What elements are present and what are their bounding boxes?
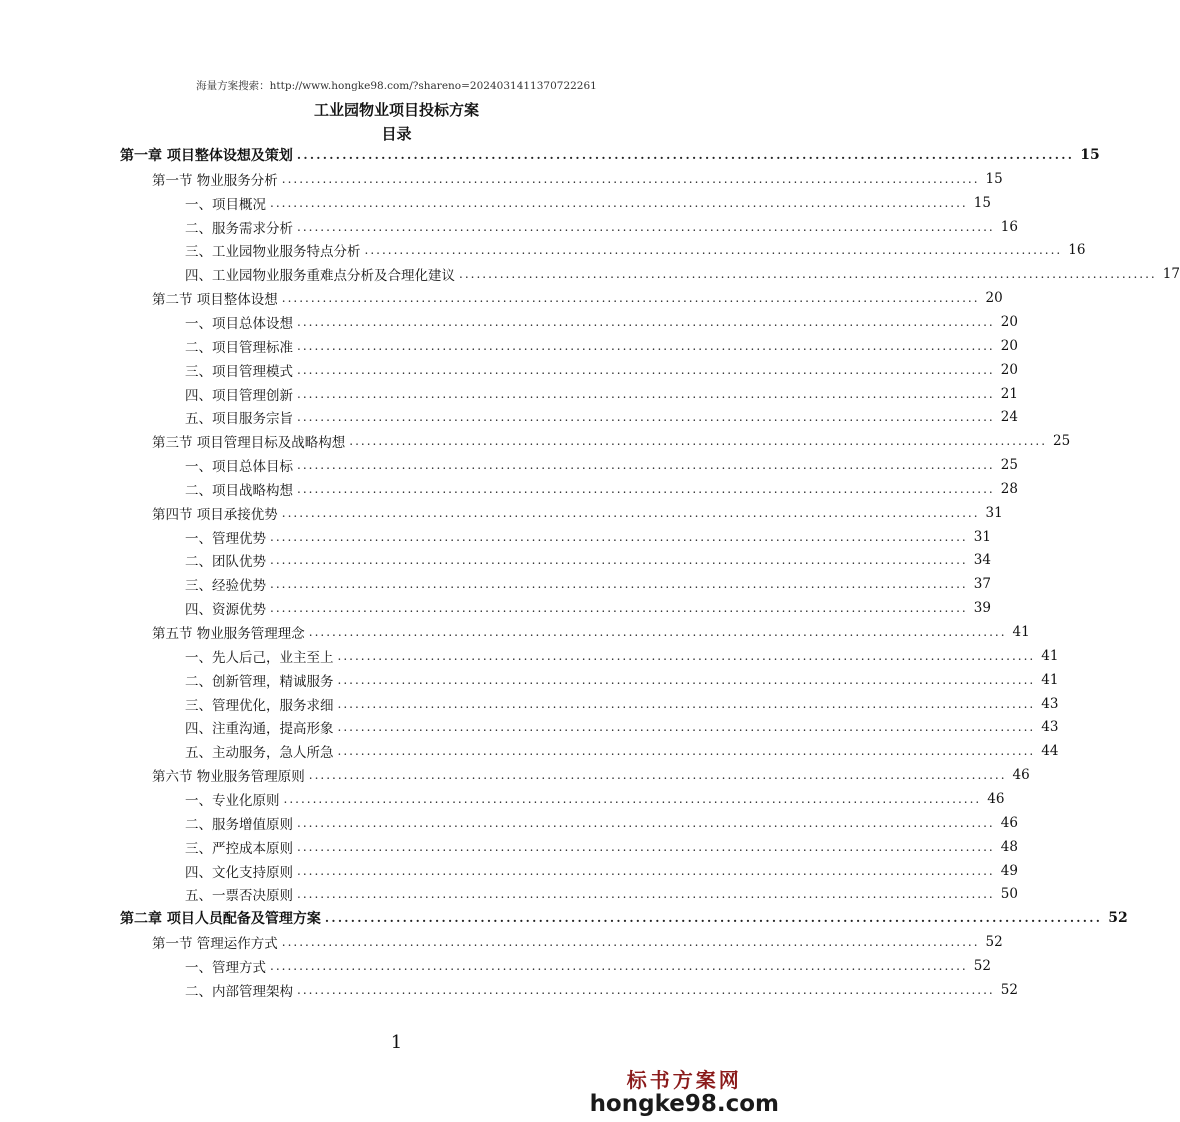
- toc-entry-page: 16: [1000, 218, 1018, 235]
- toc-entry-page: 44: [1041, 743, 1059, 760]
- toc-entry-item[interactable]: [185, 670, 1059, 690]
- toc-entry-item[interactable]: [185, 837, 1018, 857]
- toc-entry-label: 二、团队优势: [185, 554, 266, 571]
- toc-entry-page: 43: [1041, 719, 1059, 736]
- toc-entry-label: 二、内部管理架构: [185, 983, 293, 1000]
- toc-entry-label: 一、专业化原则: [185, 792, 280, 809]
- document-title: 工业园物业项目投标方案: [313, 101, 479, 119]
- toc-entry-label: 五、一票否决原则: [185, 888, 293, 905]
- toc-entry-label: 第一节 管理运作方式: [152, 936, 278, 953]
- toc-entry-label: 三、工业园物业服务特点分析: [185, 244, 361, 261]
- toc-entry-label: 二、创新管理，精诚服务: [185, 673, 334, 690]
- toc-entry-label: 二、服务需求分析: [185, 220, 293, 237]
- toc-entry-page: 17: [1162, 266, 1180, 283]
- header-url: 海量方案搜索：http://www.hongke98.com/?shareno=2024031411370722261: [196, 80, 597, 92]
- toc-entry-item[interactable]: [185, 217, 1018, 237]
- toc-entry-chapter[interactable]: [120, 145, 1100, 165]
- toc-entry-section[interactable]: [152, 765, 1030, 786]
- toc-entry-page: 15: [973, 194, 991, 211]
- toc-entry-label: 二、项目管理标准: [185, 339, 293, 356]
- toc-entry-label: 一、项目总体设想: [185, 315, 293, 332]
- toc-entry-label: 三、严控成本原则: [185, 840, 293, 857]
- toc-entry-page: 46: [1000, 814, 1018, 831]
- toc-entry-page: 46: [987, 790, 1005, 807]
- toc-entry-label: 四、项目管理创新: [185, 387, 293, 404]
- toc-leader-dots: ........................................................................................................................: [297, 863, 995, 878]
- watermark-logo: [590, 1064, 779, 1116]
- toc-entry-page: 21: [1000, 385, 1018, 402]
- toc-leader-dots: ........................................................................................................................: [297, 219, 995, 234]
- toc-entry-page: 52: [1108, 910, 1128, 927]
- toc-entry-section[interactable]: [152, 288, 1003, 309]
- toc-entry-page: 46: [1012, 767, 1030, 784]
- toc-leader-dots: ........................................................................................................................: [281, 935, 980, 950]
- toc-leader-dots: ........................................................................................................................: [281, 291, 980, 306]
- toc-entry-label: 一、项目总体目标: [185, 459, 293, 476]
- toc-entry-item[interactable]: [185, 360, 1018, 380]
- toc-leader-dots: ........................................................................................................................: [270, 958, 968, 973]
- toc-entry-page: 24: [1000, 409, 1018, 426]
- toc-entry-label: 第二章 项目人员配备及管理方案: [120, 911, 321, 928]
- toc-leader-dots: ........................................................................................................................: [270, 577, 968, 592]
- toc-leader-dots: ........................................................................................................................: [297, 481, 995, 496]
- toc-entry-label: 一、管理方式: [185, 959, 266, 976]
- toc-entry-item[interactable]: [185, 741, 1059, 762]
- toc-leader-dots: ........................................................................................................................: [349, 434, 1048, 449]
- toc-entry-page: 20: [985, 290, 1003, 307]
- toc-entry-page: 25: [1053, 433, 1071, 450]
- toc-leader-dots: ........................................................................................................................: [281, 171, 980, 186]
- toc-entry-page: 52: [985, 934, 1003, 951]
- toc-leader-dots: ........................................................................................................................: [297, 362, 995, 377]
- toc-entry-page: 41: [1041, 671, 1059, 688]
- toc-leader-dots: ........................................................................................................................: [296, 148, 1075, 162]
- toc-leader-dots: ........................................................................................................................: [297, 839, 995, 854]
- toc-entry-page: 20: [1000, 361, 1018, 378]
- toc-entry-item[interactable]: [185, 264, 1180, 285]
- toc-entry-section[interactable]: [152, 503, 1003, 523]
- toc-entry-label: 三、项目管理模式: [185, 363, 293, 380]
- toc-entry-label: 第四节 项目承接优势: [152, 506, 278, 523]
- toc-entry-label: 四、注重沟通，提高形象: [185, 721, 334, 738]
- toc-entry-item[interactable]: [185, 884, 1018, 905]
- toc-entry-page: 20: [1000, 313, 1018, 330]
- toc-entry-page: 20: [1000, 337, 1018, 354]
- toc-leader-dots: ........................................................................................................................: [270, 553, 968, 568]
- toc-entry-page: 52: [973, 957, 991, 974]
- toc-leader-dots: ........................................................................................................................: [337, 720, 1036, 735]
- page-number: 1: [390, 1032, 403, 1053]
- toc-entry-section[interactable]: [152, 169, 1003, 189]
- toc-entry-item[interactable]: [185, 384, 1018, 404]
- toc-entry-item[interactable]: [185, 574, 991, 595]
- toc-entry-item[interactable]: [185, 550, 991, 571]
- toc-entry-item[interactable]: [185, 527, 991, 547]
- toc-leader-dots: ........................................................................................................................: [324, 911, 1103, 926]
- toc-entry-page: 52: [1000, 981, 1018, 998]
- toc-entry-label: 第一章 项目整体设想及策划: [120, 148, 293, 164]
- toc-entry-page: 31: [985, 504, 1003, 521]
- toc-entry-label: 四、文化支持原则: [185, 864, 293, 881]
- watermark-cn: 标书方案网: [626, 1068, 742, 1092]
- toc-entry-item[interactable]: [185, 407, 1018, 428]
- toc-entry-label: 三、经验优势: [185, 578, 266, 595]
- toc-entry-page: 41: [1012, 624, 1030, 640]
- toc-entry-item[interactable]: [185, 240, 1086, 261]
- toc-entry-section[interactable]: [152, 431, 1071, 452]
- toc-leader-dots: ........................................................................................................................: [270, 601, 968, 616]
- toc-entry-item[interactable]: [185, 956, 991, 976]
- toc-entry-item[interactable]: [185, 789, 1005, 809]
- toc-leader-dots: ........................................................................................................................: [297, 314, 995, 329]
- toc-entry-label: 一、项目概况: [185, 196, 266, 213]
- toc-entry-page: 31: [973, 528, 991, 545]
- toc-entry-item[interactable]: [185, 336, 1018, 356]
- toc-leader-dots: ........................................................................................................................: [308, 625, 1007, 639]
- toc-leader-dots: ........................................................................................................................: [297, 815, 995, 830]
- toc-entry-label: 五、项目服务宗旨: [185, 411, 293, 428]
- toc-entry-label: 四、工业园物业服务重难点分析及合理化建议: [185, 268, 455, 285]
- toc-entry-item[interactable]: [185, 813, 1018, 833]
- toc-entry-page: 49: [1000, 862, 1018, 879]
- toc-entry-page: 34: [973, 552, 991, 569]
- toc-entry-item[interactable]: [185, 694, 1059, 714]
- toc-leader-dots: ........................................................................................................................: [337, 696, 1036, 711]
- toc-leader-dots: ........................................................................................................................: [337, 744, 1036, 759]
- watermark-en: hongke98.com: [589, 1091, 779, 1117]
- toc-leader-dots: ........................................................................................................................: [337, 672, 1036, 687]
- toc-entry-page: 41: [1041, 647, 1059, 664]
- toc-entry-label: 第五节 物业服务管理理念: [152, 626, 305, 642]
- toc-entry-item[interactable]: [185, 479, 1018, 499]
- toc-entry-page: 15: [985, 170, 1003, 187]
- toc-entry-page: 25: [1000, 457, 1018, 474]
- toc-leader-dots: ........................................................................................................................: [297, 458, 995, 473]
- toc-entry-label: 四、资源优势: [185, 602, 266, 619]
- toc-title: 目录: [381, 125, 412, 143]
- toc-leader-dots: ........................................................................................................................: [308, 768, 1007, 783]
- toc-entry-chapter[interactable]: [120, 908, 1128, 928]
- toc-entry-item[interactable]: [185, 455, 1018, 476]
- toc-entry-item[interactable]: [185, 646, 1059, 666]
- toc-entry-label: 二、服务增值原则: [185, 816, 293, 833]
- toc-leader-dots: ........................................................................................................................: [337, 648, 1036, 663]
- toc-leader-dots: ........................................................................................................................: [297, 410, 995, 425]
- toc-entry-page: 37: [973, 576, 991, 593]
- toc-leader-dots: ........................................................................................................................: [459, 267, 1157, 282]
- toc-leader-dots: ........................................................................................................................: [283, 791, 982, 806]
- toc-leader-dots: ........................................................................................................................: [270, 529, 968, 544]
- toc-leader-dots: ........................................................................................................................: [364, 243, 1063, 258]
- toc-entry-label: 第六节 物业服务管理原则: [152, 769, 305, 786]
- toc-leader-dots: ........................................................................................................................: [297, 982, 995, 997]
- toc-entry-page: 43: [1041, 695, 1059, 712]
- toc-entry-page: 28: [1000, 480, 1018, 497]
- toc-leader-dots: ........................................................................................................................: [270, 195, 968, 210]
- toc-entry-label: 第一节 物业服务分析: [152, 172, 278, 189]
- toc-entry-label: 五、主动服务，急人所急: [185, 745, 334, 762]
- toc-entry-item[interactable]: [185, 717, 1059, 738]
- toc-entry-item[interactable]: [185, 861, 1018, 881]
- toc-entry-section[interactable]: [152, 932, 1003, 953]
- toc-entry-page: 48: [1000, 838, 1018, 855]
- toc-entry-item[interactable]: [185, 312, 1018, 332]
- toc-entry-page: 15: [1080, 147, 1100, 163]
- toc-entry-label: 一、先人后己，业主至上: [185, 649, 334, 666]
- toc-leader-dots: ........................................................................................................................: [297, 386, 995, 401]
- toc-entry-label: 三、管理优化，服务求细: [185, 697, 334, 714]
- toc-entry-section[interactable]: [152, 622, 1030, 642]
- toc-entry-label: 第三节 项目管理目标及战略构想: [152, 435, 346, 452]
- toc-entry-page: 50: [1000, 886, 1018, 903]
- toc-leader-dots: ........................................................................................................................: [281, 505, 980, 520]
- toc-entry-item[interactable]: [185, 980, 1018, 1000]
- toc-leader-dots: ........................................................................................................................: [297, 338, 995, 353]
- toc-entry-label: 一、管理优势: [185, 530, 266, 547]
- toc-entry-page: 16: [1068, 242, 1086, 259]
- toc-entry-label: 二、项目战略构想: [185, 482, 293, 499]
- toc-entry-label: 第二节 项目整体设想: [152, 292, 278, 309]
- toc-entry-item[interactable]: [185, 598, 991, 619]
- toc-entry-item[interactable]: [185, 193, 991, 213]
- toc-leader-dots: ........................................................................................................................: [297, 887, 995, 902]
- toc-entry-page: 39: [973, 600, 991, 617]
